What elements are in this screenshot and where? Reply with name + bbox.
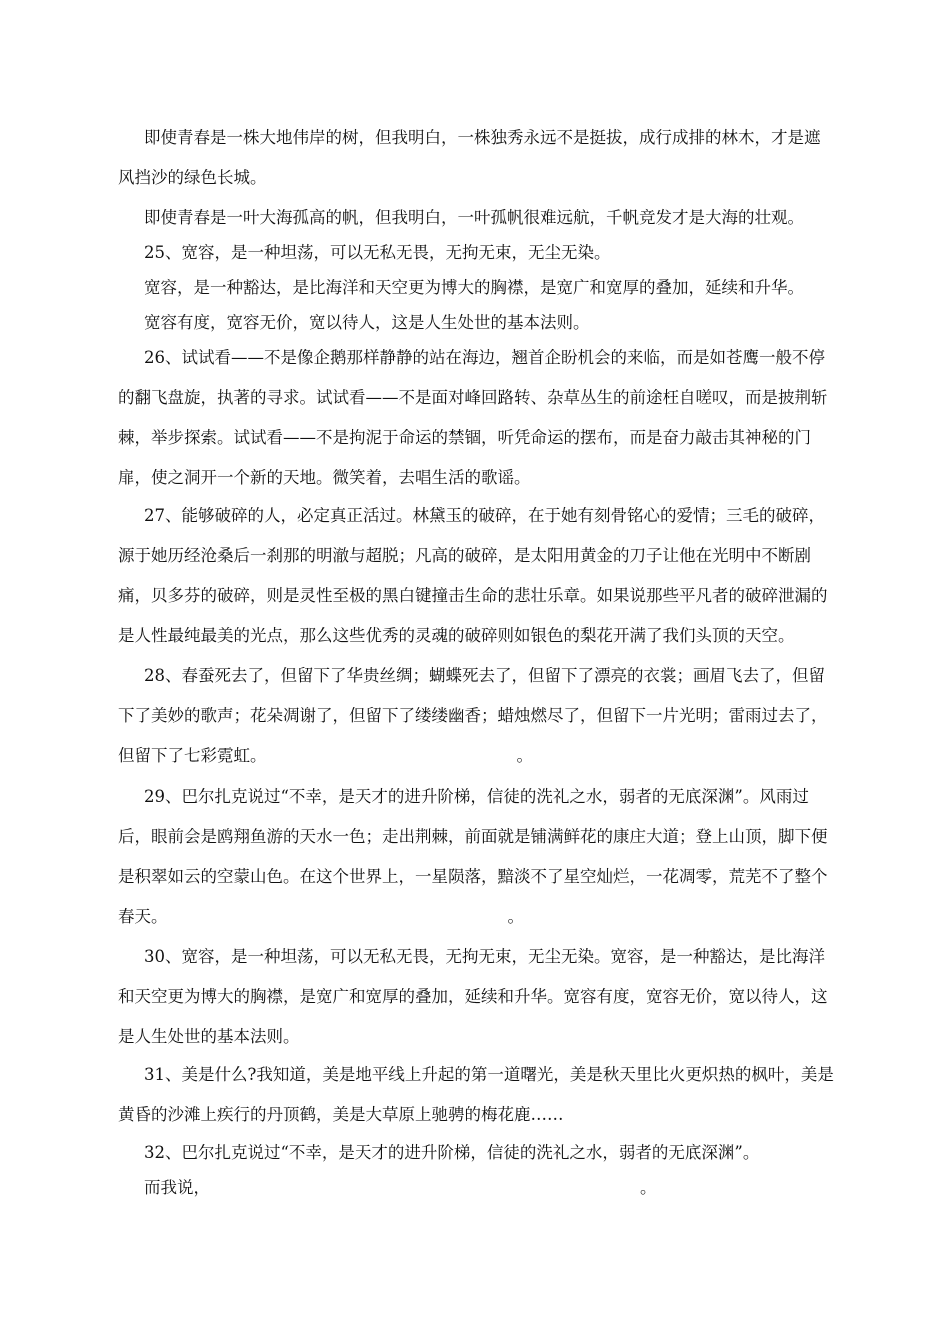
paragraph-26: 26、试试看——不是像企鹅那样静静的站在海边，翘首企盼机会的来临，而是如苍鹰一般不停的翻飞盘旋，执著的寻求。试试看——不是面对峰回路转、杂草丛生的前途枉自嗟叹，而是披荆斩棘，举步探索。试试看——不是拘泥于命运的禁锢，听凭命运的摆布，而是奋力敲击其神秘的门扉，使之洞开一个新的天地。微笑着，去唱生活的歌谣。 (118, 348, 828, 487)
paragraph-31: 31、美是什么?我知道，美是地平线上升起的第一道曙光，美是秋天里比火更炽热的枫叶，美是黄昏的沙滩上疾行的丹顶鹤，美是大草原上驰骋的梅花鹿…… (118, 1065, 834, 1124)
paragraph-29-text: 29、巴尔扎克说过“不幸，是天才的进升阶梯，信徒的洗礼之水，弱者的无底深渊”。风雨过后，眼前会是鸥翔鱼游的天水一色；走出荆棘，前面就是铺满鲜花的康庄大道；登上山顶，脚下便是积翠如云的空蒙山色。在这个世界上，一星陨落，黯淡不了星空灿烂，一花凋零，荒芜不了整个春天。 (118, 787, 828, 926)
paragraph-and-i-say (118, 1168, 836, 1208)
blank-period: 。 (516, 746, 533, 765)
paragraph-youth-tree: 即使青春是一株大地伟岸的树，但我明白，一株独秀永远不是挺拔，成行成排的林木，才是遮风挡沙的绿色长城。 (118, 128, 821, 187)
paragraph-youth-sail: 即使青春是一叶大海孤高的帆，但我明白，一叶孤帆很难远航，千帆竞发才是大海的壮观。 (144, 208, 804, 227)
paragraph-32: 32、巴尔扎克说过“不幸，是天才的进升阶梯，信徒的洗礼之水，弱者的无底深渊”。 (144, 1143, 760, 1162)
paragraph-30: 30、宽容，是一种坦荡，可以无私无畏，无拘无束，无尘无染。宽容，是一种豁达，是比海洋和天空更为博大的胸襟，是宽广和宽厚的叠加，延续和升华。宽容有度，宽容无价，宽以待人，这是人生处世的基本法则。 (118, 947, 828, 1046)
paragraph-28 (118, 656, 836, 776)
paragraph-28-text: 28、春蚕死去了，但留下了华贵丝绸；蝴蝶死去了，但留下了漂亮的衣裳；画眉飞去了，但留下了美妙的歌声；花朵凋谢了，但留下了缕缕幽香；蜡烛燃尽了，但留下一片光明；雷雨过去了，但留下了七彩霓虹。 (118, 666, 828, 765)
paragraph-27: 27、能够破碎的人，必定真正活过。林黛玉的破碎，在于她有刻骨铭心的爱情；三毛的破碎，源于她历经沧桑后一刹那的明澈与超脱；凡高的破碎，是太阳用黄金的刀子让他在光明中不断剧痛，贝多芬的破碎，则是灵性至极的黑白键撞击生命的悲壮乐章。如果说那些平凡者的破碎泄漏的是人性最纯最美的光点，那么这些优秀的灵魂的破碎则如银色的梨花开满了我们头顶的天空。 (118, 506, 828, 645)
paragraph-tolerance-broad: 宽容，是一种豁达，是比海洋和天空更为博大的胸襟，是宽广和宽厚的叠加，延续和升华。 (144, 278, 804, 297)
paragraph-25: 25、宽容，是一种坦荡，可以无私无畏，无拘无束，无尘无染。 (144, 243, 611, 262)
and-i-say-text: 而我说， (144, 1178, 210, 1197)
paragraph-29 (118, 777, 836, 937)
paragraph-tolerance-rule: 宽容有度，宽容无价，宽以待人，这是人生处世的基本法则。 (144, 313, 590, 332)
blank-period: 。 (640, 1178, 657, 1197)
blank-period: 。 (507, 907, 524, 926)
